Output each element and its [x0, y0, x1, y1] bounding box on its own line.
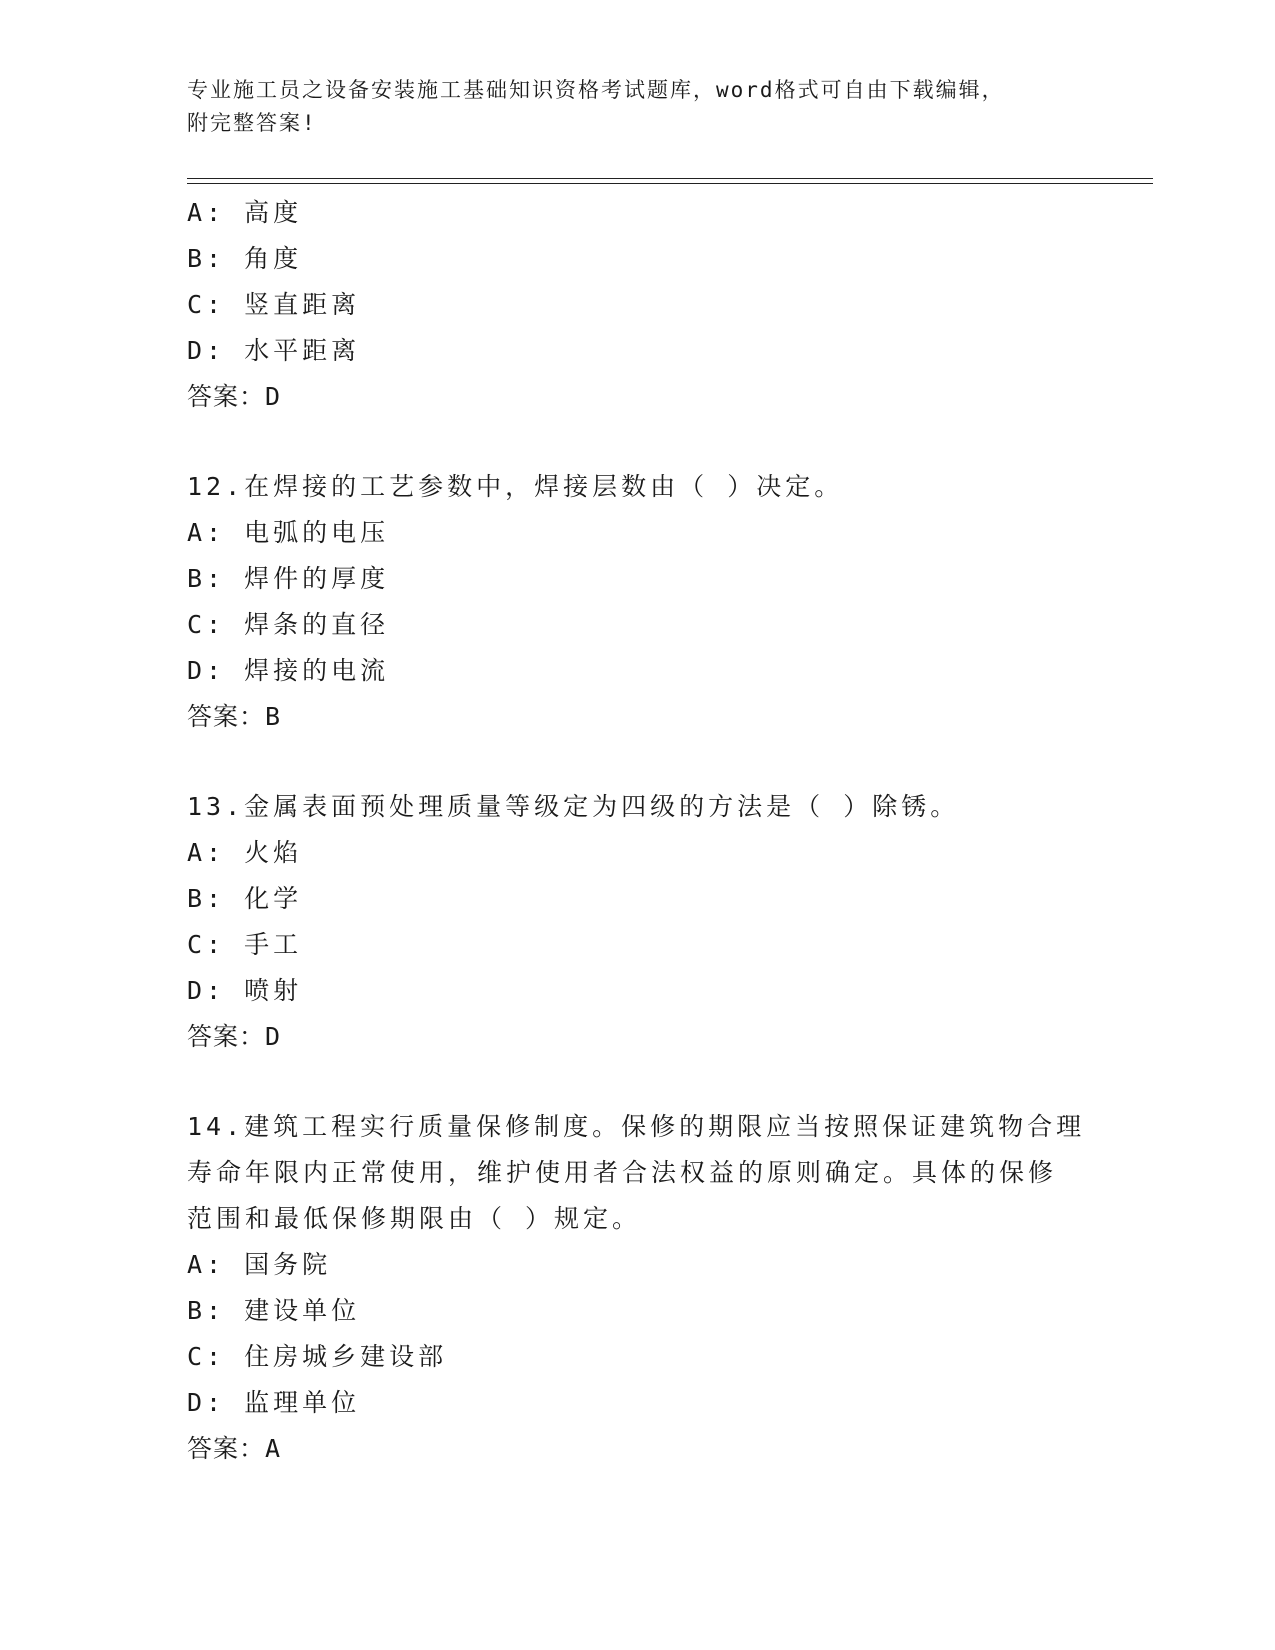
question-block-12: [187, 464, 1087, 740]
question-text: [187, 1104, 1087, 1242]
question-text-line-1: 14.建筑工程实行质量保修制度。保修的期限应当按照保证建筑物合理: [187, 1112, 1086, 1141]
option-b: B: 角度: [187, 244, 303, 273]
question-list: [187, 190, 1087, 1472]
option-b: B: 焊件的厚度: [187, 564, 390, 593]
option-c: C: 焊条的直径: [187, 610, 390, 639]
option-c: C: 手工: [187, 930, 303, 959]
answer: 答案：A: [187, 1434, 282, 1463]
header-line-2: 附完整答案!: [187, 111, 317, 135]
option-c: C: 竖直距离: [187, 290, 361, 319]
option-a: A: 高度: [187, 198, 303, 227]
question-block-13: [187, 784, 1087, 1060]
header-divider-bottom: [187, 183, 1153, 184]
option-a: A: 国务院: [187, 1250, 332, 1279]
option-b: B: 化学: [187, 884, 303, 913]
question-text-line-2: 寿命年限内正常使用，维护使用者合法权益的原则确定。具体的保修: [187, 1158, 1058, 1187]
option-c: C: 住房城乡建设部: [187, 1342, 448, 1371]
answer: 答案：D: [187, 1022, 282, 1051]
question-text: 13.金属表面预处理质量等级定为四级的方法是（ ）除锈。: [187, 792, 960, 821]
document-header: [187, 74, 1067, 140]
option-a: A: 电弧的电压: [187, 518, 390, 547]
question-text: 12.在焊接的工艺参数中，焊接层数由（ ）决定。: [187, 472, 844, 501]
option-d: D: 焊接的电流: [187, 656, 390, 685]
option-d: D: 喷射: [187, 976, 303, 1005]
option-b: B: 建设单位: [187, 1296, 361, 1325]
question-block-14: [187, 1104, 1087, 1472]
option-d: D: 水平距离: [187, 336, 361, 365]
option-a: A: 火焰: [187, 838, 303, 867]
header-divider-top: [187, 178, 1153, 179]
answer: 答案：D: [187, 382, 282, 411]
question-block-11: [187, 190, 1087, 420]
option-d: D: 监理单位: [187, 1388, 361, 1417]
question-text-line-3: 范围和最低保修期限由（ ）规定。: [187, 1204, 642, 1233]
header-line-1: 专业施工员之设备安装施工基础知识资格考试题库，word格式可自由下载编辑，: [187, 78, 1005, 102]
answer: 答案：B: [187, 702, 282, 731]
